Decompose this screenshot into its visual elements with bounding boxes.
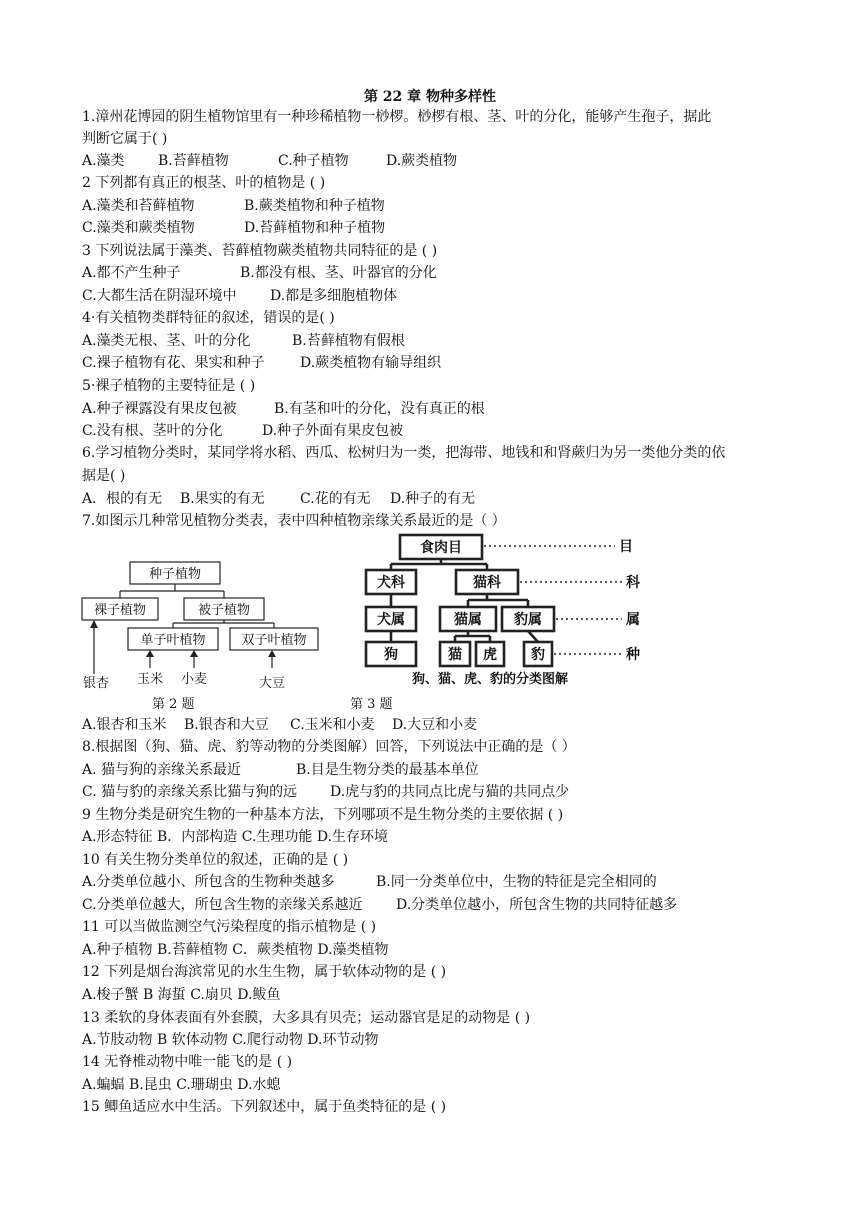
q9-options: A.形态特征 B．内部构造 C.生理功能 D.生存环境	[82, 829, 389, 845]
label-panthera: 豹属	[514, 612, 542, 628]
q1-option-d: D.蕨类植物	[386, 153, 458, 169]
q5-option-d: D.种子外面有果皮包被	[262, 423, 404, 439]
q4-option-d: D.蕨类植物有输导组织	[300, 355, 442, 371]
question-1-stem: 1.漳州花博园的阴生植物馆里有一种珍稀植物一桫椤。桫椤有根、茎、叶的分化，能够产生孢子，据此	[82, 109, 712, 125]
question-1-stem-cont: 判断它属于( )	[82, 131, 168, 147]
q10-option-d: D.分类单位越小，所包含生物的共同特征越多	[396, 897, 678, 913]
q6-option-a: A．根的有无	[82, 491, 163, 507]
question-8-stem: 8.根据图（狗、猫、虎、豹等动物的分类图解）回答，下列说法中正确的是（ ）	[82, 739, 576, 755]
q3-option-c: C.大都生活在阴湿环境中	[82, 288, 237, 304]
q5-option-b: B.有茎和叶的分化，没有真正的根	[274, 401, 485, 417]
q8-option-d: D.虎与豹的共同点比虎与猫的共同点少	[330, 784, 570, 800]
question-14-stem: 14 无脊椎动物中唯一能飞的是 ( )	[82, 1054, 293, 1070]
q2-option-d: D.苔藓植物和种子植物	[244, 220, 386, 236]
question-3-stem: 3 下列说法属于藻类、苔藓植物蕨类植物共同特征的是 ( )	[82, 243, 438, 259]
q2-option-c: C.藻类和蕨类植物	[82, 220, 195, 236]
q4-option-c: C.裸子植物有花、果实和种子	[82, 355, 265, 371]
question-9-stem: 9 生物分类是研究生物的一种基本方法，下列哪项不是生物分类的主要依据 ( )	[82, 807, 564, 823]
question-15-stem: 15 鲫鱼适应水中生活。下列叙述中，属于鱼类特征的是 ( )	[82, 1099, 447, 1115]
plant-classification-figure	[78, 556, 338, 696]
animal-classification-figure	[360, 532, 650, 692]
page-title: 第 22 章 物种多样性	[363, 89, 497, 105]
q6-option-d: D.种子的有无	[390, 491, 476, 507]
q5-option-a: A.种子裸露没有果皮包被	[82, 401, 237, 417]
q7-option-b: B.银杏和大豆	[184, 717, 269, 733]
q12-options: A.梭子蟹 B 海蜇 C.扇贝 D.鲅鱼	[82, 987, 281, 1003]
q8-option-a: A. 猫与狗的亲缘关系最近	[82, 762, 242, 778]
label-carnivora: 食肉目	[420, 540, 462, 556]
question-6-stem: 6.学习植物分类时，某同学将水稻、西瓜、松树归为一类，把海带、地钱和和肾蕨归为另一类他分类的依	[82, 445, 726, 461]
label-felidae: 猫科	[473, 575, 501, 591]
label-canis: 犬属	[377, 612, 405, 628]
q7-option-c: C.玉米和小麦	[290, 717, 375, 733]
q2-option-a: A.藻类和苔藓植物	[82, 198, 195, 214]
animal-figure-title: 狗、猫、虎、豹的分类图解	[411, 672, 569, 687]
figure-3-caption: 第 3 题	[350, 697, 393, 712]
label-leopard: 豹	[531, 647, 545, 663]
q8-option-b: B.目是生物分类的最基本单位	[296, 762, 479, 778]
q4-option-a: A.藻类无根、茎、叶的分化	[82, 333, 251, 349]
label-ginkgo: 银杏	[82, 676, 110, 691]
q7-option-d: D.大豆和小麦	[392, 717, 478, 733]
question-2-stem: 2 下列都有真正的根茎、叶的植物是 ( )	[82, 175, 326, 191]
q1-option-c: C.种子植物	[278, 153, 349, 169]
label-felis: 猫属	[454, 612, 482, 628]
question-11-stem: 11 可以当做监测空气污染程度的指示植物是 ( )	[82, 919, 377, 935]
label-dicots: 双子叶植物	[241, 633, 307, 648]
q10-option-a: A.分类单位越小、所包含的生物种类越多	[82, 874, 335, 890]
q4-option-b: B.苔藓植物有假根	[292, 333, 405, 349]
question-13-stem: 13 柔软的身体表面有外套膜，大多具有贝壳；运动器官是足的动物是 ( )	[82, 1010, 531, 1026]
label-tiger: 虎	[483, 647, 497, 663]
label-dog: 狗	[384, 647, 398, 663]
label-angiosperms: 被子植物	[197, 603, 251, 618]
q1-option-a: A.藻类	[82, 153, 125, 169]
q6-option-b: B.果实的有无	[180, 491, 265, 507]
q1-option-b: B.苔藓植物	[158, 153, 229, 169]
q10-option-b: B.同一分类单位中，生物的特征是完全相同的	[376, 874, 657, 890]
q3-option-a: A.都不产生种子	[82, 265, 181, 281]
level-order: 目	[619, 539, 633, 555]
label-gymnosperms: 裸子植物	[93, 603, 147, 618]
q7-option-a: A.银杏和玉米	[82, 717, 167, 733]
label-canidae: 犬科	[377, 575, 405, 591]
level-species: 种	[626, 647, 640, 663]
label-cat: 猫	[448, 647, 462, 663]
label-wheat: 小麦	[180, 672, 208, 687]
q3-option-d: D.都是多细胞植物体	[270, 288, 398, 304]
question-7-stem: 7.如图示几种常见植物分类表，表中四种植物亲缘关系最近的是（ ）	[82, 513, 506, 529]
label-soybean: 大豆	[258, 676, 286, 691]
q6-option-c: C.花的有无	[300, 491, 371, 507]
q11-options: A.种子植物 B.苔藓植物 C．蕨类植物 D.藻类植物	[82, 942, 389, 958]
level-genus: 属	[626, 612, 640, 628]
label-monocots: 单子叶植物	[140, 633, 206, 648]
label-seed-plants: 种子植物	[148, 567, 202, 582]
q2-option-b: B.蕨类植物和种子植物	[244, 198, 385, 214]
question-6-stem-cont: 据是( )	[82, 468, 126, 484]
question-12-stem: 12 下列是烟台海滨常见的水生生物，属于软体动物的是 ( )	[82, 964, 447, 980]
q3-option-b: B.都没有根、茎、叶器官的分化	[240, 265, 437, 281]
q13-options: A.节肢动物 B 软体动物 C.爬行动物 D.环节动物	[82, 1032, 379, 1048]
question-4-stem: 4·有关植物类群特征的叙述，错误的是( )	[82, 310, 335, 326]
q10-option-c: C.分类单位越大，所包含生物的亲缘关系越近	[82, 897, 363, 913]
q5-option-c: C.没有根、茎叶的分化	[82, 423, 223, 439]
question-10-stem: 10 有关生物分类单位的叙述，正确的是 ( )	[82, 852, 349, 868]
q8-option-c: C. 猫与豹的亲缘关系比猫与狗的远	[82, 784, 298, 800]
level-family: 科	[626, 575, 640, 591]
figure-2-caption: 第 2 题	[152, 697, 195, 712]
label-corn: 玉米	[136, 672, 164, 687]
question-5-stem: 5·裸子植物的主要特征是 ( )	[82, 378, 256, 394]
q14-options: A.蝙蝠 B.昆虫 C.珊瑚虫 D.水螅	[82, 1077, 281, 1093]
